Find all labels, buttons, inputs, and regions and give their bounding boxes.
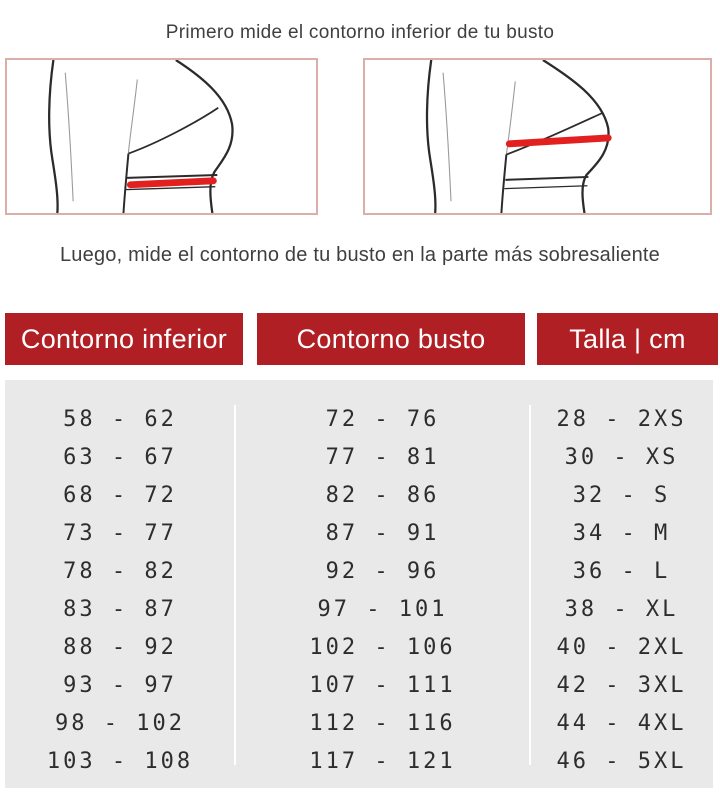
bust-measuring-band	[509, 138, 608, 144]
table-cell: 88 - 92	[63, 634, 177, 660]
band-top-edge	[126, 175, 217, 178]
table-cell: 38 - XL	[564, 596, 679, 622]
back-inner-line	[65, 73, 73, 202]
table-cell: 40 - 2XL	[556, 634, 687, 660]
column-contorno-inferior	[5, 400, 235, 788]
column-talla	[530, 400, 713, 788]
underbust-measuring-band	[130, 181, 213, 185]
table-cell: 42 - 3XL	[556, 672, 687, 698]
table-cell: 68 - 72	[63, 482, 177, 508]
table-cell: 82 - 86	[325, 482, 440, 508]
table-cell: 36 - L	[572, 558, 671, 584]
table-cell: 92 - 96	[325, 558, 440, 584]
table-cell: 44 - 4XL	[556, 710, 687, 736]
size-table-body	[5, 380, 713, 788]
table-cell: 83 - 87	[63, 596, 177, 622]
illustrations-row	[0, 58, 720, 215]
torso-side-underbust-measure-icon	[7, 60, 316, 213]
bra-diagonal	[128, 108, 218, 154]
table-cell: 93 - 97	[63, 672, 177, 698]
table-cell: 28 - 2XS	[556, 406, 687, 432]
table-cell: 73 - 77	[63, 520, 177, 546]
front-lower-line	[501, 155, 506, 213]
table-cell: 58 - 62	[63, 406, 177, 432]
table-cell: 63 - 67	[63, 444, 177, 470]
table-cell: 46 - 5XL	[556, 748, 687, 774]
table-cell: 102 - 106	[309, 634, 456, 660]
table-cell: 77 - 81	[325, 444, 440, 470]
table-cell: 30 - XS	[564, 444, 679, 470]
table-cell: 78 - 82	[63, 558, 177, 584]
band-top-edge	[505, 177, 588, 180]
table-cell: 117 - 121	[309, 748, 456, 774]
column-divider-2	[529, 405, 531, 765]
column-divider-1	[234, 405, 236, 765]
header-contorno-inferior: Contorno inferior	[5, 313, 243, 365]
instruction-step2: Luego, mide el contorno de tu busto en la parte más sobresaliente	[59, 244, 661, 266]
back-outline	[427, 60, 435, 213]
header-talla-cm: Talla | cm	[537, 313, 718, 365]
table-cell: 87 - 91	[325, 520, 440, 546]
instruction-step1: Primero mide el contorno inferior de tu busto	[165, 22, 555, 43]
table-cell: 32 - S	[572, 482, 671, 508]
band-bottom-edge	[504, 186, 587, 189]
table-cell: 107 - 111	[309, 672, 456, 698]
table-cell: 112 - 116	[309, 710, 456, 736]
torso-side-bust-measure-icon	[365, 60, 710, 213]
column-contorno-busto	[235, 400, 530, 788]
underbust-illustration-box	[5, 58, 318, 215]
arm-line	[128, 79, 137, 152]
header-contorno-busto: Contorno busto	[257, 313, 525, 365]
bra-diagonal	[506, 113, 603, 155]
table-header-row	[5, 313, 720, 365]
table-cell: 72 - 76	[325, 406, 440, 432]
table-cell: 103 - 108	[46, 748, 194, 774]
table-cell: 98 - 102	[55, 710, 185, 736]
bust-illustration-box	[363, 58, 712, 215]
table-cell: 34 - M	[572, 520, 671, 546]
back-outline	[49, 60, 57, 213]
back-inner-line	[443, 73, 451, 202]
table-cell: 97 - 101	[317, 596, 448, 622]
bust-curve	[176, 60, 233, 213]
